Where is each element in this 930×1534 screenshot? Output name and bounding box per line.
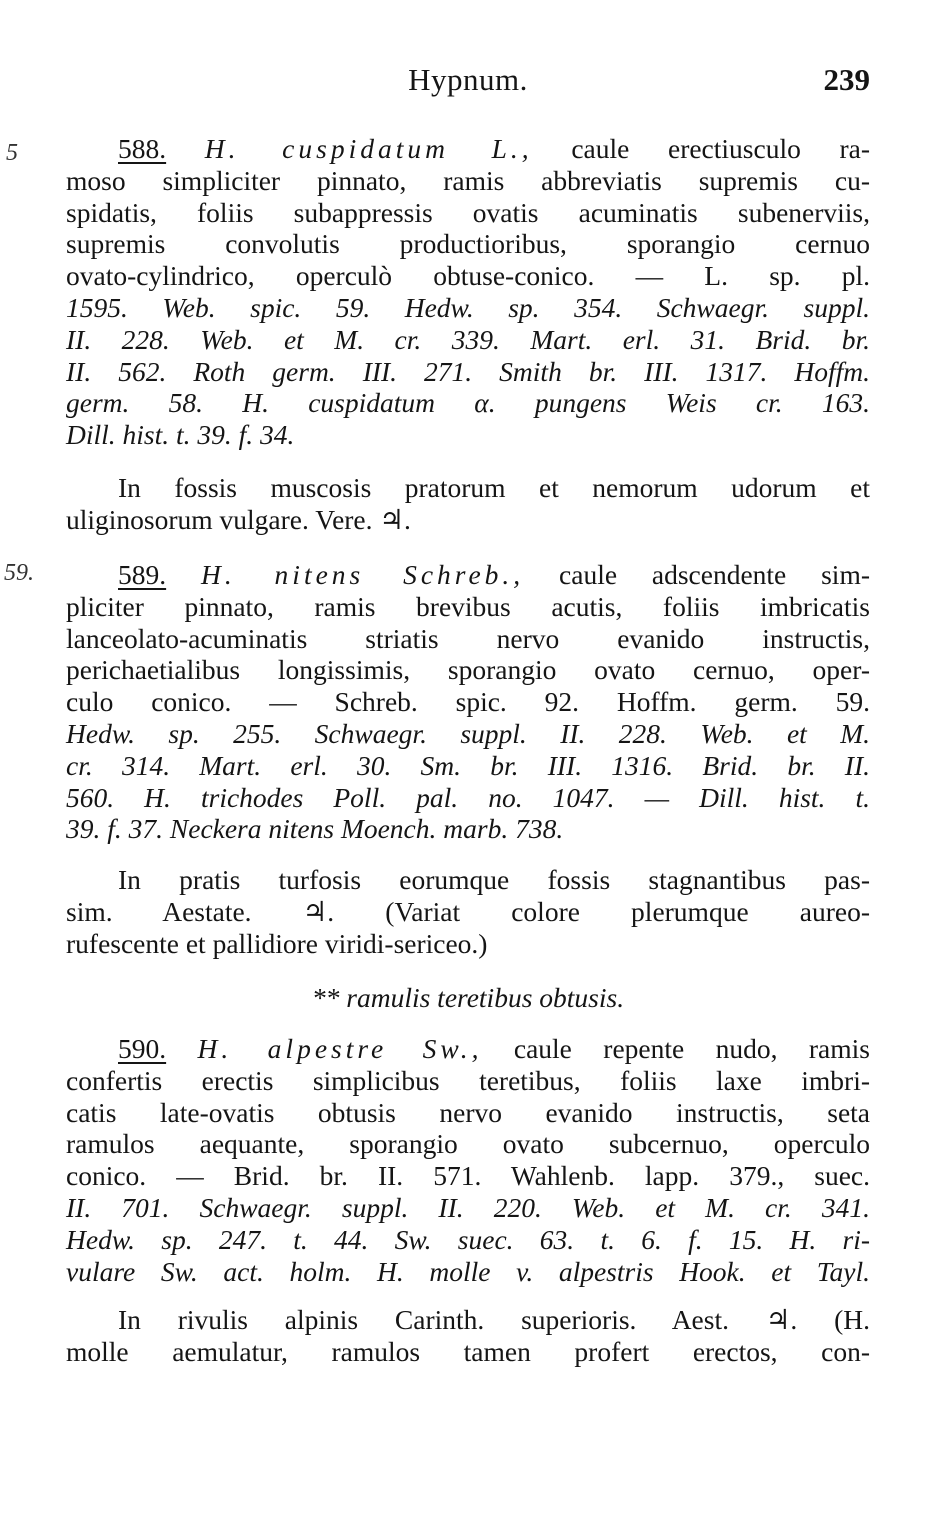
habitat-line: sim. Aestate. ♃. (Variat colore plerumque aureo-: [66, 895, 870, 927]
entry-line: Hedw. sp. 255. Schwaegr. suppl. II. 228. Web. et M.: [66, 717, 870, 749]
species-name: H. nitens Schreb.,: [200, 559, 525, 590]
entry-line: culo conico. — Schreb. spic. 92. Hoffm. germ. 59.: [66, 686, 870, 718]
habitat-line: In pratis turfosis eorumque fossis stagnantibus pas-: [118, 864, 870, 895]
page-header: [66, 62, 870, 102]
species-name: H. cuspidatum L.,: [204, 133, 533, 164]
entry-line: Dill. hist. t. 39. f. 34.: [66, 419, 295, 451]
entry-line: supremis convolutis productioribus, sporangio cernuo: [66, 228, 870, 260]
entry-line: conico. — Brid. br. II. 571. Wahlenb. lapp. 379., suec.: [66, 1160, 870, 1192]
entry-line: germ. 58. H. cuspidatum α. pungens Weis cr. 163.: [66, 387, 870, 419]
entry-line: 560. H. trichodes Poll. pal. no. 1047. — Dill. hist. t.: [66, 781, 870, 813]
running-head: Hypnum.: [408, 62, 528, 97]
habitat-line: In rivulis alpinis Carinth. superioris. Aest. ♃. (H.: [118, 1304, 870, 1335]
margin-note-588: 5: [6, 140, 18, 166]
section-subheading: ** ramulis teretibus obtusis.: [311, 982, 625, 1013]
entry-line: II. 228. Web. et M. cr. 339. Mart. erl. 31. Brid. br.: [66, 323, 870, 355]
entry-number: 589.: [118, 559, 167, 590]
margin-note-589: 59.: [4, 560, 34, 586]
entry-589: [66, 559, 870, 845]
entry-line: Hedw. sp. 247. t. 44. Sw. suec. 63. t. 6. f. 15. H. ri-: [66, 1223, 870, 1255]
habitat-line: uliginosorum vulgare. Vere. ♃.: [66, 503, 411, 535]
entry-line: pliciter pinnato, ramis brevibus acutis, foliis imbricatis: [66, 590, 870, 622]
page-number: 239: [823, 62, 870, 97]
entry-line: 1595. Web. spic. 59. Hedw. sp. 354. Schwaegr. suppl.: [66, 291, 870, 323]
entry-588: [66, 133, 870, 451]
entry-line: moso simpliciter pinnato, ramis abbreviatis supremis cu-: [66, 164, 870, 196]
entry-line: 39. f. 37. Neckera nitens Moench. marb. 738.: [66, 813, 564, 845]
entry-line: vulare Sw. act. holm. H. molle v. alpestris Hook. et Tayl.: [66, 1255, 870, 1287]
entry-line: II. 562. Roth germ. III. 271. Smith br. III. 1317. Hoffm.: [66, 355, 870, 387]
entry-line: catis late-ovatis obtusis nervo evanido instructis, seta: [66, 1096, 870, 1128]
entry-line: ramulos aequante, sporangio ovato subcernuo, operculo: [66, 1128, 870, 1160]
entry-590: [66, 1033, 870, 1287]
habitat-line: rufescente et pallidiore viridi-sericeo.): [66, 927, 488, 959]
habitat-589: [66, 864, 870, 959]
entry-line: confertis erectis simplicibus teretibus, foliis laxe imbri-: [66, 1064, 870, 1096]
entry-line: [66, 559, 870, 591]
entry-number: 588.: [118, 133, 167, 164]
habitat-590: [66, 1304, 870, 1368]
entry-line: II. 701. Schwaegr. suppl. II. 220. Web. et M. cr. 341.: [66, 1191, 870, 1223]
habitat-line: molle aemulatur, ramulos tamen profert erectos, con-: [66, 1335, 870, 1367]
entry-line: lanceolato-acuminatis striatis nervo evanido instructis,: [66, 622, 870, 654]
entry-text: caule erectiusculo ra-: [532, 133, 871, 164]
entry-line: cr. 314. Mart. erl. 30. Sm. br. III. 1316. Brid. br. II.: [66, 749, 870, 781]
species-name: H. alpestre Sw.,: [197, 1033, 483, 1064]
entry-line: ovato-cylindrico, operculò obtuse-conico. — L. sp. pl.: [66, 260, 870, 292]
entry-line: perichaetialibus longissimis, sporangio ovato cernuo, oper-: [66, 654, 870, 686]
entry-text: caule repente nudo, ramis: [482, 1033, 870, 1064]
entry-line: [66, 133, 870, 165]
entry-line: spidatis, foliis subappressis ovatis acuminatis subenerviis,: [66, 196, 870, 228]
habitat-line: In fossis muscosis pratorum et nemorum udorum et: [118, 472, 870, 503]
habitat-588: [66, 472, 870, 536]
entry-number: 590.: [118, 1033, 167, 1064]
entry-line: [66, 1033, 870, 1065]
entry-text: caule adscendente sim-: [524, 559, 870, 590]
